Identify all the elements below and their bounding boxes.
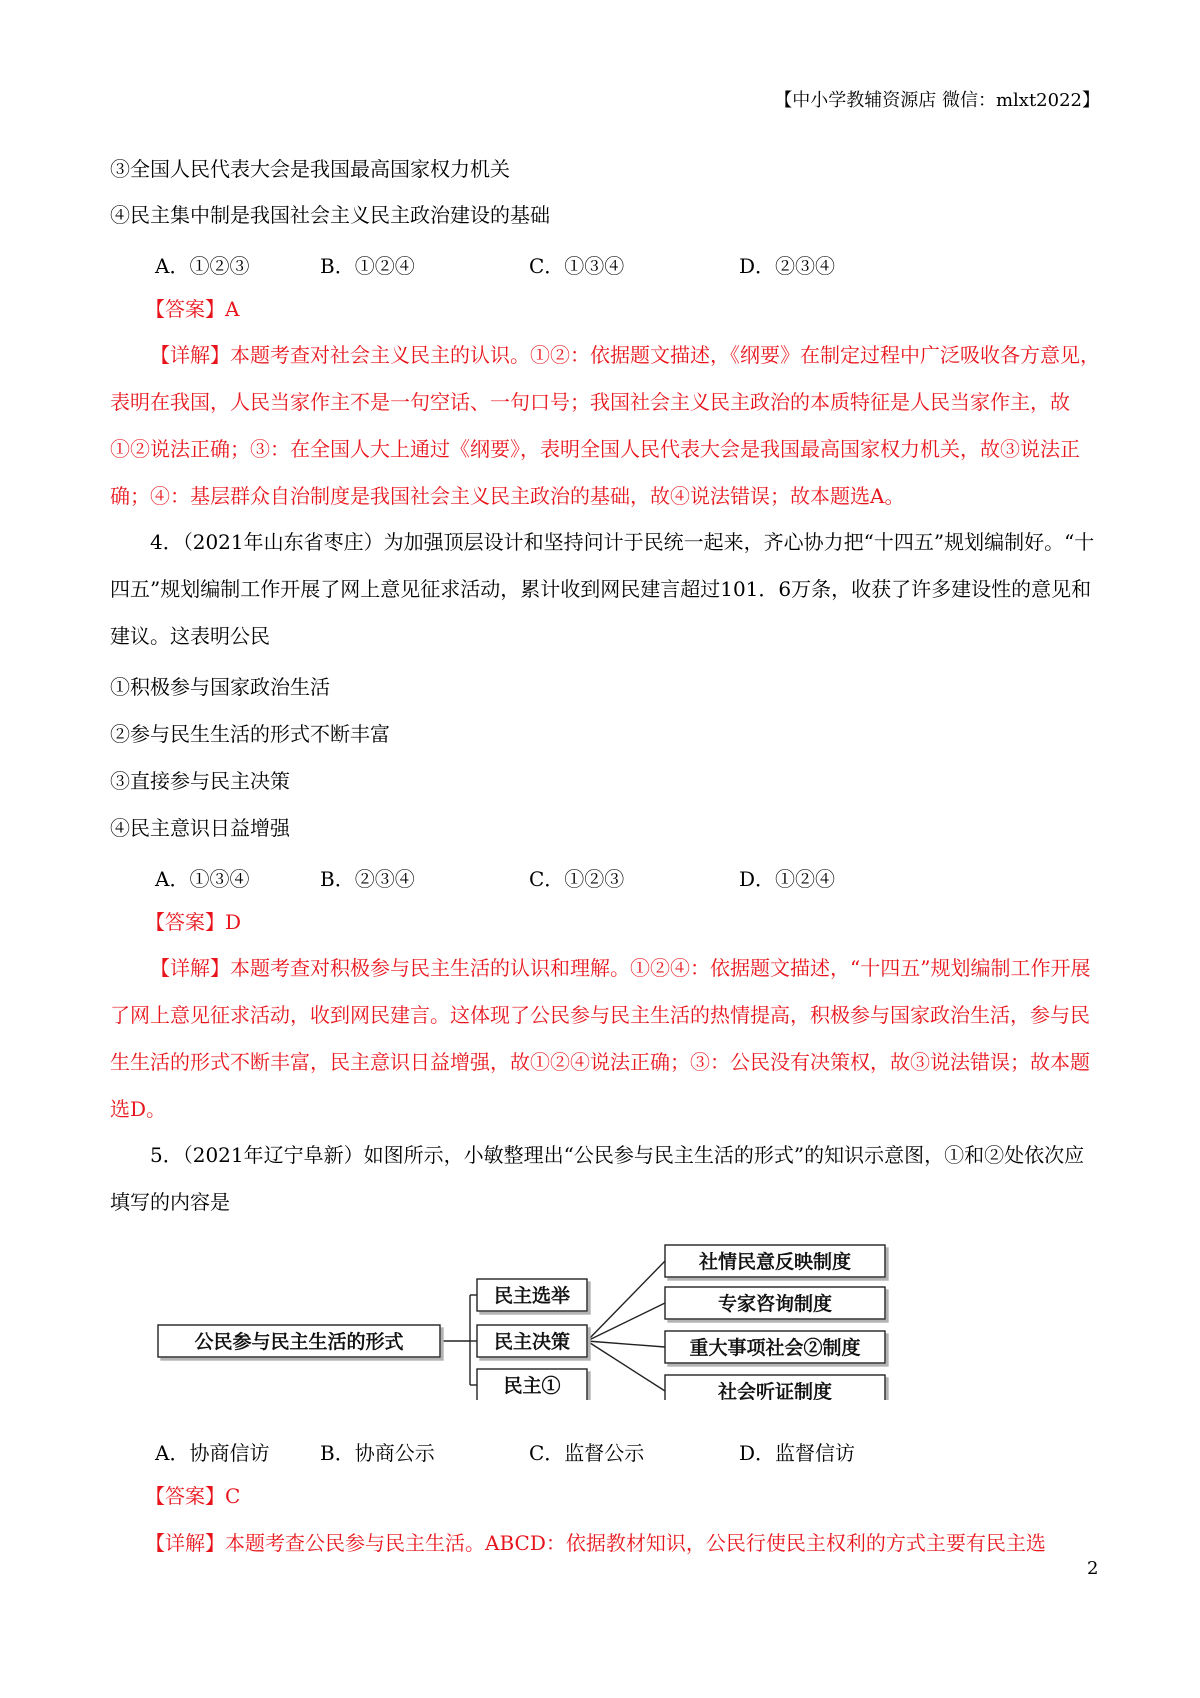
q3-option-d: D．②③④ — [739, 254, 836, 278]
diagram-root-label: 公民参与民主生活的形式 — [194, 1331, 404, 1353]
q5-option-a: A．协商信访 — [155, 1441, 270, 1465]
q4-option-b: B．②③④ — [320, 867, 415, 891]
q3-answer: 【答案】A — [145, 297, 240, 321]
diagram-label-public-opinion: 社情民意反映制度 — [698, 1251, 852, 1273]
q4-stem: 4．（2021年山东省枣庄）为加强顶层设计和坚持问计于民统一起来，齐心协力把“十四五”规划编制好。“十四五”规划编制工作开展了网上意见征求活动，累计收到网民建言超过101．6万条，收获了许多建设性的意见和建议。这表明公民 — [110, 530, 1095, 648]
q3-option-a: A．①②③ — [155, 254, 250, 278]
page-number: 2 — [1087, 1558, 1099, 1579]
diagram-label-hearing: 社会听证制度 — [717, 1381, 833, 1400]
q3-option-c: C．①③④ — [529, 254, 625, 278]
q5-answer: 【答案】C — [145, 1484, 241, 1508]
q5-option-b: B．协商公示 — [320, 1441, 435, 1465]
diagram-label-election: 民主选举 — [493, 1285, 571, 1307]
q3-explanation: 【详解】本题考查对社会主义民主的认识。①②：依据题文描述，《纲要》在制定过程中广泛吸收各方意见，表明在我国，人民当家作主不是一句空话、一句口号；我国社会主义民主政治的本质特征是人民当家作主，故①②说法正确；③：在全国人大上通过《纲要》，表明全国人民代表大会是我国最高国家权力机关，故③说法正确；④：基层群众自治制度是我国社会主义民主政治的基础，故④说法错误；故本题选A。 — [110, 343, 1100, 508]
q4-item-4: ④民主意识日益增强 — [110, 816, 290, 840]
q3-item-3: ③全国人民代表大会是我国最高国家权力机关 — [110, 157, 510, 181]
page-header: 【中小学教辅资源店 微信：mlxt2022】 — [774, 90, 1100, 111]
q3-item-4: ④民主集中制是我国社会主义民主政治建设的基础 — [110, 203, 550, 227]
diagram-label-blank1: 民主① — [503, 1375, 561, 1397]
q5-option-c: C．监督公示 — [529, 1441, 645, 1465]
q5-option-d: D．监督信访 — [739, 1441, 856, 1465]
q4-explanation: 【详解】本题考查对积极参与民主生活的认识和理解。①②④：依据题文描述，“十四五”规划编制工作开展了网上意见征求活动，收到网民建言。这体现了公民参与民主生活的热情提高，积极参与国家政治生活，参与民生生活的形式不断丰富，民主意识日益增强，故①②④说法正确；③：公民没有决策权，故③说法错误；故本题选D。 — [110, 956, 1091, 1121]
q4-option-a: A．①③④ — [155, 867, 250, 891]
q4-answer: 【答案】D — [145, 910, 242, 934]
q5-diagram — [150, 1235, 930, 1400]
diagram-label-decision: 民主决策 — [493, 1331, 571, 1353]
q4-item-3: ③直接参与民主决策 — [110, 769, 290, 793]
diagram-label-expert: 专家咨询制度 — [717, 1293, 833, 1315]
diagram-label-major-matters: 重大事项社会②制度 — [689, 1337, 861, 1359]
q4-item-2: ②参与民生生活的形式不断丰富 — [110, 722, 390, 746]
q4-item-1: ①积极参与国家政治生活 — [110, 675, 330, 699]
q3-option-b: B．①②④ — [320, 254, 415, 278]
q5-explanation: 【详解】本题考查公民参与民主生活。ABCD：依据教材知识，公民行使民主权利的方式主要有民主选 — [145, 1531, 1046, 1555]
q4-option-c: C．①②③ — [529, 867, 625, 891]
q5-stem: 5．（2021年辽宁阜新）如图所示，小敏整理出“公民参与民主生活的形式”的知识示意图，①和②处依次应填写的内容是 — [110, 1143, 1085, 1214]
q4-option-d: D．①②④ — [739, 867, 836, 891]
